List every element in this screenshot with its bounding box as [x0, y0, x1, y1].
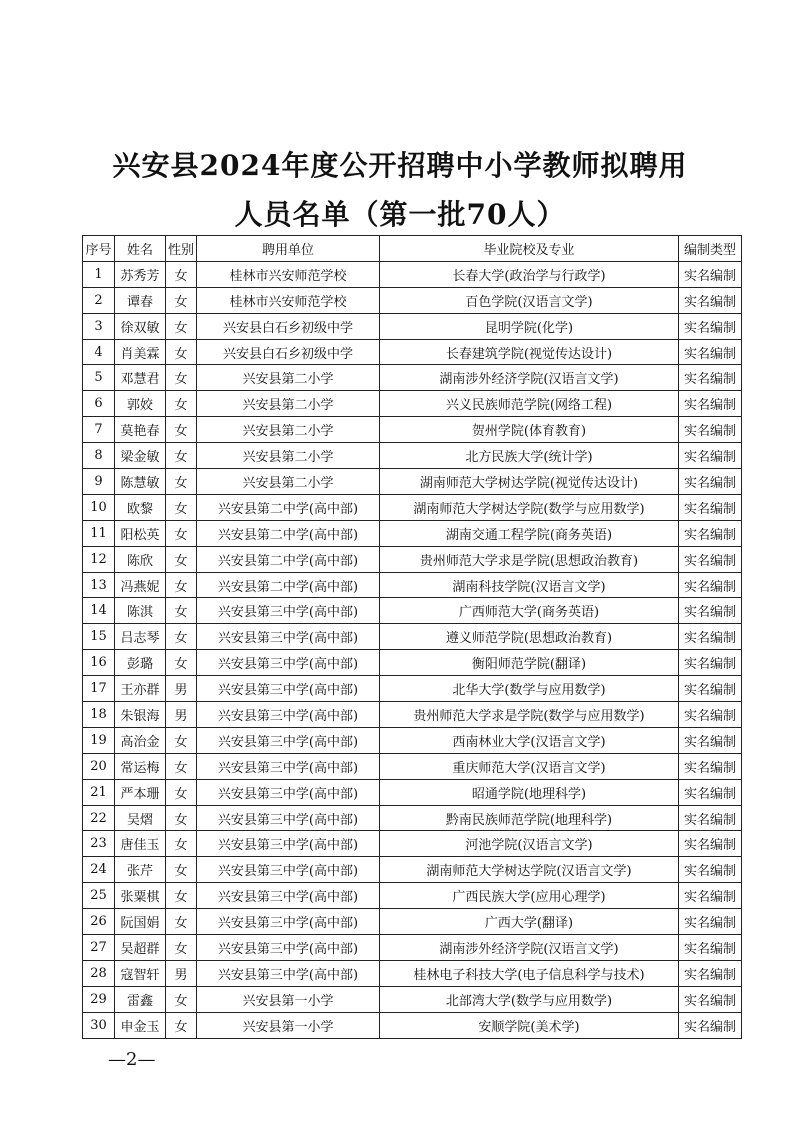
cell-gender: 女: [166, 857, 197, 883]
cell-staffing-type: 实名编制: [679, 469, 742, 495]
cell-school-major: 北华大学(数学与应用数学): [380, 676, 679, 702]
table-row: [83, 469, 742, 495]
cell-name: 张芹: [115, 857, 166, 883]
cell-index: 7: [83, 417, 115, 443]
cell-employer: 兴安县第三中学(高中部): [197, 702, 380, 728]
document-title-line-1: 兴安县2024年度公开招聘中小学教师拟聘用: [112, 149, 688, 182]
cell-index: 19: [83, 727, 115, 753]
table-row: [83, 805, 742, 831]
cell-index: 27: [83, 935, 115, 961]
cell-name: 高治金: [115, 727, 166, 753]
cell-staffing-type: 实名编制: [679, 287, 742, 313]
table-row: [83, 624, 742, 650]
cell-index: 11: [83, 520, 115, 546]
cell-staffing-type: 实名编制: [679, 391, 742, 417]
cell-index: 24: [83, 857, 115, 883]
cell-index: 9: [83, 469, 115, 495]
cell-staffing-type: 实名编制: [679, 339, 742, 365]
cell-school-major: 安顺学院(美术学): [380, 1012, 679, 1038]
cell-name: 邓慧君: [115, 365, 166, 391]
cell-employer: 兴安县第三中学(高中部): [197, 598, 380, 624]
cell-index: 1: [83, 261, 115, 287]
cell-employer: 兴安县白石乡初级中学: [197, 313, 380, 339]
table-row: [83, 960, 742, 986]
cell-staffing-type: 实名编制: [679, 805, 742, 831]
cell-staffing-type: 实名编制: [679, 520, 742, 546]
table-row: [83, 520, 742, 546]
cell-gender: 女: [166, 624, 197, 650]
cell-gender: 女: [166, 883, 197, 909]
cell-staffing-type: 实名编制: [679, 1012, 742, 1038]
cell-school-major: 河池学院(汉语言文学): [380, 831, 679, 857]
cell-gender: 女: [166, 650, 197, 676]
cell-school-major: 广西师范大学(商务英语): [380, 598, 679, 624]
cell-staffing-type: 实名编制: [679, 261, 742, 287]
header-index: 序号: [83, 236, 115, 262]
cell-school-major: 贺州学院(体育教育): [380, 417, 679, 443]
cell-employer: 兴安县第一小学: [197, 986, 380, 1012]
cell-school-major: 湖南师范大学树达学院(数学与应用数学): [380, 494, 679, 520]
cell-name: 王亦群: [115, 676, 166, 702]
page-number: —2—: [108, 1049, 156, 1070]
table-row: [83, 753, 742, 779]
table-row: [83, 857, 742, 883]
cell-gender: 女: [166, 935, 197, 961]
cell-staffing-type: 实名编制: [679, 650, 742, 676]
cell-employer: 兴安县第三中学(高中部): [197, 935, 380, 961]
table-row: [83, 546, 742, 572]
cell-school-major: 遵义师范学院(思想政治教育): [380, 624, 679, 650]
cell-index: 10: [83, 494, 115, 520]
cell-name: 彭璐: [115, 650, 166, 676]
cell-gender: 男: [166, 702, 197, 728]
cell-name: 阳松英: [115, 520, 166, 546]
cell-name: 阮国娟: [115, 909, 166, 935]
cell-gender: 女: [166, 572, 197, 598]
cell-employer: 兴安县第二中学(高中部): [197, 520, 380, 546]
cell-index: 4: [83, 339, 115, 365]
cell-employer: 兴安县第一小学: [197, 1012, 380, 1038]
cell-index: 15: [83, 624, 115, 650]
cell-index: 8: [83, 443, 115, 469]
cell-index: 3: [83, 313, 115, 339]
table-row: [83, 986, 742, 1012]
cell-gender: 女: [166, 469, 197, 495]
cell-staffing-type: 实名编制: [679, 702, 742, 728]
cell-gender: 女: [166, 598, 197, 624]
cell-staffing-type: 实名编制: [679, 546, 742, 572]
cell-index: 17: [83, 676, 115, 702]
cell-school-major: 重庆师范大学(汉语言文学): [380, 753, 679, 779]
cell-staffing-type: 实名编制: [679, 883, 742, 909]
cell-school-major: 长春大学(政治学与行政学): [380, 261, 679, 287]
cell-name: 陈淇: [115, 598, 166, 624]
cell-name: 冯燕妮: [115, 572, 166, 598]
cell-school-major: 西南林业大学(汉语言文学): [380, 727, 679, 753]
cell-employer: 兴安县第二小学: [197, 417, 380, 443]
cell-school-major: 北部湾大学(数学与应用数学): [380, 986, 679, 1012]
cell-staffing-type: 实名编制: [679, 313, 742, 339]
header-name: 姓名: [115, 236, 166, 262]
cell-index: 6: [83, 391, 115, 417]
header-employer: 聘用单位: [197, 236, 380, 262]
cell-index: 12: [83, 546, 115, 572]
cell-gender: 女: [166, 313, 197, 339]
table-header-row: [83, 236, 742, 262]
cell-school-major: 湖南涉外经济学院(汉语言文学): [380, 365, 679, 391]
cell-school-major: 贵州师范大学求是学院(数学与应用数学): [380, 702, 679, 728]
cell-staffing-type: 实名编制: [679, 779, 742, 805]
cell-gender: 男: [166, 676, 197, 702]
cell-employer: 兴安县第二小学: [197, 365, 380, 391]
table-row: [83, 391, 742, 417]
cell-school-major: 广西大学(翻译): [380, 909, 679, 935]
cell-name: 唐佳玉: [115, 831, 166, 857]
cell-employer: 兴安县白石乡初级中学: [197, 339, 380, 365]
cell-employer: 兴安县第二小学: [197, 443, 380, 469]
cell-index: 20: [83, 753, 115, 779]
cell-school-major: 湖南科技学院(汉语言文学): [380, 572, 679, 598]
cell-gender: 女: [166, 391, 197, 417]
cell-school-major: 黔南民族师范学院(地理科学): [380, 805, 679, 831]
personnel-table: [82, 235, 742, 1039]
cell-school-major: 广西民族大学(应用心理学): [380, 883, 679, 909]
cell-index: 13: [83, 572, 115, 598]
table-row: [83, 727, 742, 753]
table-row: [83, 702, 742, 728]
cell-school-major: 湖南师范大学树达学院(视觉传达设计): [380, 469, 679, 495]
table-row: [83, 883, 742, 909]
cell-school-major: 桂林电子科技大学(电子信息科学与技术): [380, 960, 679, 986]
cell-staffing-type: 实名编制: [679, 986, 742, 1012]
cell-gender: 女: [166, 909, 197, 935]
cell-staffing-type: 实名编制: [679, 572, 742, 598]
cell-name: 莫艳春: [115, 417, 166, 443]
cell-school-major: 湖南师范大学树达学院(汉语言文学): [380, 857, 679, 883]
table-row: [83, 650, 742, 676]
cell-staffing-type: 实名编制: [679, 831, 742, 857]
cell-employer: 兴安县第三中学(高中部): [197, 805, 380, 831]
cell-gender: 女: [166, 831, 197, 857]
cell-name: 苏秀芳: [115, 261, 166, 287]
cell-staffing-type: 实名编制: [679, 960, 742, 986]
cell-index: 28: [83, 960, 115, 986]
cell-staffing-type: 实名编制: [679, 727, 742, 753]
cell-gender: 女: [166, 339, 197, 365]
cell-index: 29: [83, 986, 115, 1012]
cell-employer: 兴安县第二中学(高中部): [197, 546, 380, 572]
table-row: [83, 339, 742, 365]
header-gender: 性别: [166, 236, 197, 262]
cell-school-major: 北方民族大学(统计学): [380, 443, 679, 469]
cell-gender: 女: [166, 546, 197, 572]
cell-gender: 女: [166, 520, 197, 546]
cell-gender: 女: [166, 1012, 197, 1038]
cell-name: 陈慧敏: [115, 469, 166, 495]
cell-staffing-type: 实名编制: [679, 365, 742, 391]
cell-name: 梁金敏: [115, 443, 166, 469]
table-row: [83, 909, 742, 935]
cell-employer: 兴安县第三中学(高中部): [197, 676, 380, 702]
cell-name: 吕志琴: [115, 624, 166, 650]
cell-name: 吴超群: [115, 935, 166, 961]
table-row: [83, 417, 742, 443]
cell-employer: 桂林市兴安师范学校: [197, 287, 380, 313]
cell-staffing-type: 实名编制: [679, 494, 742, 520]
table-row: [83, 935, 742, 961]
cell-index: 5: [83, 365, 115, 391]
cell-school-major: 湖南涉外经济学院(汉语言文学): [380, 935, 679, 961]
table-row: [83, 494, 742, 520]
cell-gender: 女: [166, 365, 197, 391]
table-row: [83, 313, 742, 339]
cell-school-major: 衡阳师范学院(翻译): [380, 650, 679, 676]
cell-gender: 女: [166, 261, 197, 287]
cell-employer: 兴安县第二中学(高中部): [197, 572, 380, 598]
cell-employer: 兴安县第三中学(高中部): [197, 909, 380, 935]
cell-name: 雷鑫: [115, 986, 166, 1012]
cell-employer: 兴安县第三中学(高中部): [197, 857, 380, 883]
table-row: [83, 831, 742, 857]
cell-employer: 兴安县第三中学(高中部): [197, 650, 380, 676]
cell-staffing-type: 实名编制: [679, 443, 742, 469]
cell-gender: 女: [166, 727, 197, 753]
cell-index: 25: [83, 883, 115, 909]
cell-staffing-type: 实名编制: [679, 909, 742, 935]
cell-gender: 女: [166, 287, 197, 313]
cell-index: 22: [83, 805, 115, 831]
cell-name: 徐双敏: [115, 313, 166, 339]
cell-staffing-type: 实名编制: [679, 417, 742, 443]
cell-index: 16: [83, 650, 115, 676]
table-row: [83, 676, 742, 702]
table-row: [83, 572, 742, 598]
cell-employer: 兴安县第三中学(高中部): [197, 779, 380, 805]
cell-employer: 兴安县第三中学(高中部): [197, 624, 380, 650]
cell-name: 严本珊: [115, 779, 166, 805]
cell-name: 陈欣: [115, 546, 166, 572]
cell-name: 郭姣: [115, 391, 166, 417]
cell-employer: 兴安县第三中学(高中部): [197, 727, 380, 753]
cell-school-major: 昆明学院(化学): [380, 313, 679, 339]
cell-employer: 兴安县第二小学: [197, 391, 380, 417]
cell-employer: 兴安县第三中学(高中部): [197, 753, 380, 779]
header-school-major: 毕业院校及专业: [380, 236, 679, 262]
table-row: [83, 443, 742, 469]
table-row: [83, 779, 742, 805]
cell-name: 常运梅: [115, 753, 166, 779]
table-row: [83, 1012, 742, 1038]
cell-school-major: 兴义民族师范学院(网络工程): [380, 391, 679, 417]
cell-index: 23: [83, 831, 115, 857]
cell-employer: 兴安县第二中学(高中部): [197, 494, 380, 520]
cell-staffing-type: 实名编制: [679, 857, 742, 883]
cell-staffing-type: 实名编制: [679, 935, 742, 961]
cell-name: 肖美霖: [115, 339, 166, 365]
cell-staffing-type: 实名编制: [679, 598, 742, 624]
cell-employer: 兴安县第三中学(高中部): [197, 883, 380, 909]
cell-name: 申金玉: [115, 1012, 166, 1038]
cell-gender: 女: [166, 494, 197, 520]
cell-index: 26: [83, 909, 115, 935]
cell-employer: 兴安县第二小学: [197, 469, 380, 495]
cell-name: 吴熠: [115, 805, 166, 831]
cell-school-major: 昭通学院(地理科学): [380, 779, 679, 805]
cell-gender: 女: [166, 753, 197, 779]
table-row: [83, 598, 742, 624]
table-row: [83, 261, 742, 287]
cell-index: 2: [83, 287, 115, 313]
table-row: [83, 365, 742, 391]
cell-school-major: 湖南交通工程学院(商务英语): [380, 520, 679, 546]
cell-gender: 女: [166, 779, 197, 805]
cell-index: 21: [83, 779, 115, 805]
cell-employer: 桂林市兴安师范学校: [197, 261, 380, 287]
cell-school-major: 贵州师范大学求是学院(思想政治教育): [380, 546, 679, 572]
table-row: [83, 287, 742, 313]
cell-employer: 兴安县第三中学(高中部): [197, 831, 380, 857]
cell-gender: 女: [166, 443, 197, 469]
document-title-line-2: 人员名单（第一批70人）: [234, 198, 566, 231]
cell-gender: 男: [166, 960, 197, 986]
cell-name: 欧黎: [115, 494, 166, 520]
cell-school-major: 百色学院(汉语言文学): [380, 287, 679, 313]
cell-staffing-type: 实名编制: [679, 624, 742, 650]
cell-name: 张粟棋: [115, 883, 166, 909]
cell-school-major: 长春建筑学院(视觉传达设计): [380, 339, 679, 365]
cell-staffing-type: 实名编制: [679, 676, 742, 702]
cell-gender: 女: [166, 417, 197, 443]
cell-name: 寇智轩: [115, 960, 166, 986]
cell-name: 朱银海: [115, 702, 166, 728]
cell-employer: 兴安县第三中学(高中部): [197, 960, 380, 986]
cell-gender: 女: [166, 805, 197, 831]
cell-name: 谭春: [115, 287, 166, 313]
header-staffing-type: 编制类型: [679, 236, 742, 262]
cell-gender: 女: [166, 986, 197, 1012]
cell-index: 14: [83, 598, 115, 624]
cell-index: 18: [83, 702, 115, 728]
cell-staffing-type: 实名编制: [679, 753, 742, 779]
cell-index: 30: [83, 1012, 115, 1038]
